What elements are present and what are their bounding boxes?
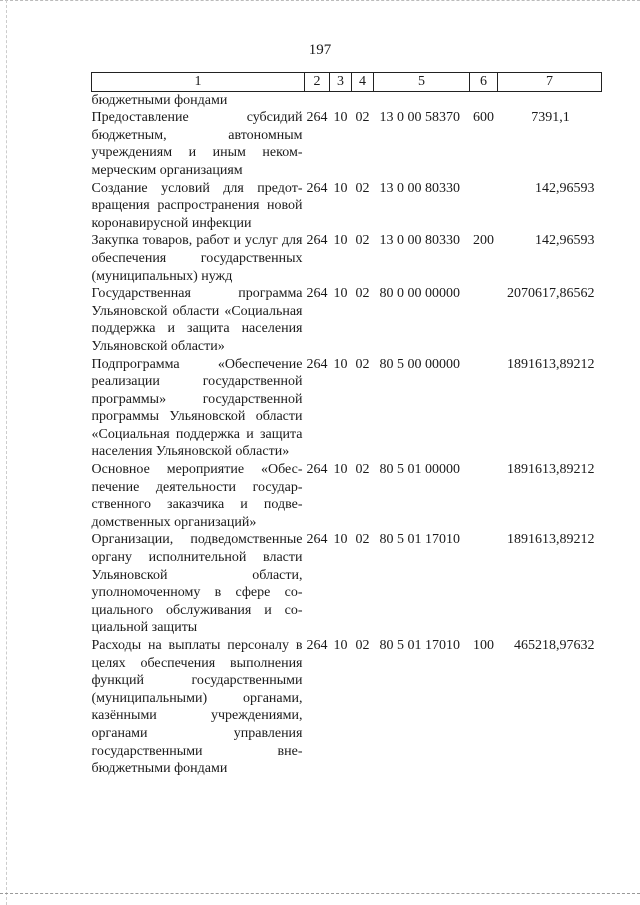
row-vr-code: 100: [473, 638, 494, 653]
row-rz-code: 10: [333, 233, 348, 249]
row-description: Подпрограмма «Обеспечение реализации государственной программы» государственной программы Ульяновской области «Социальная поддержка и защита населения Ульяновской области»: [91, 356, 303, 460]
row-csr-code: 80 5 01 17010: [379, 532, 460, 548]
row-description: Государственная программа Ульяновской области «Социальная поддержка и защита населения Ульяновской области»: [91, 286, 303, 354]
header-col-2: 2: [305, 73, 330, 92]
row-vr-code: [470, 91, 498, 109]
row-pr-code: 02: [355, 356, 370, 372]
row-amount: 1891613,89212: [507, 532, 595, 548]
row-csr-code: 13 0 00 58370: [379, 110, 460, 126]
header-col-1: 1: [92, 73, 305, 92]
row-csr-code: 80 0 00 00000: [379, 286, 460, 302]
table-row: [92, 285, 602, 355]
row-amount: 1891613,89212: [507, 462, 595, 478]
row-amount: 142,96593: [535, 233, 595, 249]
header-col-5: 5: [374, 73, 470, 92]
row-rz-code: 10: [333, 462, 348, 478]
table-row: [92, 356, 602, 462]
row-pr-code: 02: [355, 180, 370, 196]
row-vr-code: 200: [473, 233, 494, 249]
table-row: [92, 180, 602, 233]
table-row: [92, 637, 602, 778]
row-rz-code: 10: [333, 286, 348, 302]
row-rz-code: 10: [333, 532, 348, 548]
row-description: Основное мероприятие «Обеспечение деятельности государственного заказчика и подведомственных организаций»: [91, 462, 303, 530]
row-amount: 2070617,86562: [507, 286, 595, 302]
table-header-row: [92, 73, 602, 92]
row-amount: 142,96593: [535, 180, 595, 196]
row-gr-code: 264: [306, 638, 328, 653]
table-row: [92, 461, 602, 531]
row-vr-code: [470, 531, 498, 637]
scan-edge-bottom: [0, 893, 640, 895]
row-csr-code: [374, 91, 470, 109]
row-vr-code: [470, 285, 498, 355]
row-gr-code: [305, 91, 330, 109]
row-pr-code: 02: [355, 532, 370, 548]
row-pr-code: 02: [355, 110, 370, 126]
table-row: [92, 109, 602, 179]
row-pr-code: 02: [355, 286, 370, 302]
header-col-4: 4: [352, 73, 374, 92]
row-csr-code: 80 5 01 17010: [379, 638, 460, 653]
row-description: Организации, подведомственные органу исполнительной власти Ульяновской области, уполномоченному в сфере социального обслуживания и социальной защиты: [91, 532, 303, 636]
row-gr-code: 264: [306, 462, 328, 478]
row-description: Предоставление субсидий бюджетным, автономным учреждениям и иным некоммерческим организациям: [91, 110, 303, 178]
row-pr-code: 02: [355, 233, 370, 249]
row-vr-code: [470, 180, 498, 233]
row-pr-code: 02: [355, 638, 370, 653]
row-pr-code: [352, 91, 374, 109]
header-col-6: 6: [470, 73, 498, 92]
row-pr-code: 02: [355, 462, 370, 478]
row-description: бюджетными фондами: [91, 92, 228, 108]
row-description: Создание условий для предотвращения распространения новой коронавирусной инфекции: [91, 180, 303, 231]
scan-edge-top: [0, 0, 640, 7]
header-col-3: 3: [330, 73, 352, 92]
row-gr-code: 264: [306, 180, 328, 196]
row-rz-code: 10: [333, 180, 348, 196]
row-vr-code: 600: [473, 110, 494, 126]
row-csr-code: 80 5 01 00000: [379, 462, 460, 478]
row-description: Закупка товаров, работ и услуг для обеспечения государственных (муниципальных) нужд: [91, 233, 303, 284]
row-gr-code: 264: [306, 356, 328, 372]
table-row: [92, 232, 602, 285]
header-col-7: 7: [498, 73, 602, 92]
row-csr-code: 13 0 00 80330: [379, 233, 460, 249]
row-rz-code: [330, 91, 352, 109]
table-row: [92, 531, 602, 637]
row-gr-code: 264: [306, 110, 328, 126]
row-gr-code: 264: [306, 233, 328, 249]
row-csr-code: 80 5 00 00000: [379, 356, 460, 372]
row-description: Расходы на выплаты персоналу в целях обеспечения выполнения функций государственными (муниципальными) органами, казёнными учреждениями, органами управления государственными внебюджетными фондами: [91, 638, 303, 777]
row-vr-code: [470, 356, 498, 462]
row-rz-code: 10: [333, 110, 348, 126]
row-vr-code: [470, 461, 498, 531]
row-amount: 7391,1: [531, 110, 570, 126]
row-gr-code: 264: [306, 286, 328, 302]
budget-table: [91, 72, 602, 778]
row-rz-code: 10: [333, 356, 348, 372]
row-amount: 465218,97632: [514, 638, 595, 653]
table-row: [92, 91, 602, 109]
page-number: 197: [308, 42, 332, 58]
row-gr-code: 264: [306, 532, 328, 548]
row-amount: 1891613,89212: [507, 356, 595, 372]
row-csr-code: 13 0 00 80330: [379, 180, 460, 196]
row-amount: [498, 91, 602, 109]
scan-edge-left: [6, 0, 8, 905]
row-rz-code: 10: [333, 638, 348, 653]
